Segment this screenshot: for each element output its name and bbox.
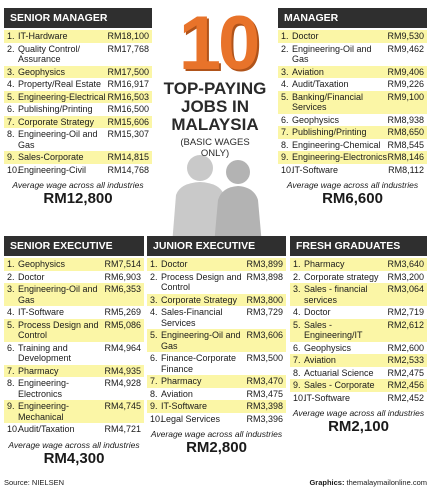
job-title: Engineering-Oil and Gas	[18, 129, 98, 150]
wage-row	[147, 258, 286, 271]
wage-value: RM6,353	[104, 284, 141, 294]
wage-row	[4, 116, 152, 129]
source-credit: Source: NIELSEN	[4, 478, 65, 487]
wage-row	[290, 354, 427, 367]
wage-value: RM8,938	[387, 114, 424, 125]
wage-row	[147, 400, 286, 413]
rank-number: 8.	[7, 129, 15, 139]
wage-value: RM9,462	[387, 43, 424, 54]
rank-number: 2.	[7, 271, 15, 282]
wage-row	[278, 30, 427, 43]
rank-number: 8.	[150, 388, 158, 399]
wage-value: RM8,112	[388, 164, 424, 175]
wage-row	[147, 306, 286, 329]
wage-value: RM15,307	[107, 129, 149, 139]
job-title: Aviation	[161, 388, 193, 399]
rank-number: 2.	[293, 271, 301, 282]
panel-title: SENIOR MANAGER	[4, 8, 152, 28]
wage-value: RM4,964	[104, 342, 141, 353]
rank-number: 9.	[293, 380, 301, 390]
wage-value: RM9,226	[387, 79, 424, 89]
wage-row	[147, 413, 286, 426]
wage-row	[4, 164, 152, 177]
wage-row	[4, 342, 144, 365]
wage-row	[278, 114, 427, 127]
rank-number: 7.	[7, 365, 15, 376]
rank-number: 6.	[7, 104, 15, 114]
rank-number: 5.	[293, 319, 301, 330]
job-title: Publishing/Printing	[18, 104, 93, 114]
rank-number: 1.	[150, 259, 158, 269]
wage-row	[4, 30, 152, 43]
job-title: Engineering-Oil and Gas	[161, 330, 241, 351]
wage-row	[278, 43, 427, 66]
rank-number: 9.	[150, 401, 158, 411]
panel-manager	[278, 8, 427, 207]
wage-row	[147, 375, 286, 388]
rank-number: 10.	[293, 392, 306, 403]
graphics-label: Graphics:	[309, 478, 345, 487]
wage-list	[278, 30, 427, 176]
rank-number: 10.	[7, 424, 20, 434]
average-wage-label: Average wage across all industries	[150, 429, 283, 439]
panel-senior-manager	[4, 8, 152, 207]
rank-number: 5.	[7, 319, 15, 330]
rank-number: 7.	[150, 376, 158, 386]
title-line-2: JOBS IN	[180, 97, 250, 116]
wage-value: RM2,475	[387, 367, 424, 378]
job-title: Engineering-Electrical	[18, 91, 106, 102]
panel-junior-executive	[147, 236, 286, 456]
job-title: Audit/Taxation	[292, 79, 349, 89]
rank-number: 6.	[281, 114, 289, 125]
wage-row	[278, 66, 427, 79]
rank-number: 3.	[7, 284, 15, 294]
rank-number: 7.	[293, 355, 301, 365]
wage-row	[4, 377, 144, 400]
rank-number: 3.	[293, 284, 301, 294]
rank-number: 10.	[281, 164, 294, 175]
wage-list	[147, 258, 286, 425]
wage-row	[278, 126, 427, 139]
wage-value: RM3,899	[246, 259, 283, 269]
job-title: Finance-Corporate Finance	[161, 353, 237, 374]
wage-list	[290, 258, 427, 404]
wage-value: RM2,600	[387, 342, 424, 353]
average-wage-label: Average wage across all industries	[8, 439, 140, 450]
job-title: Sales - financial services	[304, 284, 368, 305]
wage-row	[290, 258, 427, 271]
wage-row	[4, 423, 144, 436]
panel-title: SENIOR EXECUTIVE	[4, 236, 144, 256]
rank-number: 8.	[281, 139, 289, 150]
wage-row	[4, 78, 152, 91]
panel-title: JUNIOR EXECUTIVE	[147, 236, 286, 256]
wage-value: RM3,200	[387, 271, 424, 282]
wage-row	[290, 367, 427, 380]
job-title: IT-Hardware	[18, 31, 68, 41]
subtitle-line-1: (BASIC WAGES	[180, 137, 250, 148]
wage-value: RM3,729	[246, 307, 283, 317]
job-title: Sales - Engineering/IT	[304, 319, 363, 340]
wage-value: RM5,086	[104, 319, 141, 330]
job-title: Doctor	[161, 259, 188, 269]
job-title: Pharmacy	[18, 365, 59, 376]
job-title: Legal Services	[161, 413, 221, 424]
wage-row	[147, 388, 286, 401]
job-title: Process Design and Control	[161, 271, 242, 292]
wage-row	[278, 139, 427, 152]
rank-number: 8.	[293, 367, 301, 378]
job-title: Doctor	[304, 307, 331, 317]
wage-value: RM3,470	[246, 376, 283, 386]
wage-row	[290, 319, 427, 342]
wage-value: RM3,800	[246, 294, 283, 305]
job-title: Aviation	[304, 355, 336, 365]
job-title: Corporate Strategy	[18, 116, 95, 127]
wage-value: RM16,917	[107, 79, 149, 89]
wage-row	[147, 271, 286, 294]
wage-row	[147, 329, 286, 352]
panel-fresh-graduates	[290, 236, 427, 435]
rank-number: 2.	[7, 43, 15, 54]
job-title: IT-Software	[161, 401, 208, 411]
rank-number: 1.	[7, 259, 15, 269]
rank-number: 6.	[7, 342, 15, 353]
wage-value: RM18,100	[107, 31, 149, 41]
wage-row	[4, 319, 144, 342]
wage-row	[4, 306, 144, 319]
rank-number: 6.	[293, 342, 301, 353]
average-wage-value: RM2,100	[328, 418, 389, 435]
wage-value: RM16,500	[107, 104, 149, 114]
wage-value: RM2,719	[387, 307, 424, 317]
rank-number: 1.	[7, 31, 15, 41]
graphics-credit	[309, 475, 427, 491]
job-title: Engineering-Mechanical	[18, 401, 70, 422]
panel-senior-executive	[4, 236, 144, 467]
wage-list	[4, 258, 144, 436]
wage-list	[4, 30, 152, 176]
average-wage-label: Average wage across all industries	[292, 408, 425, 418]
wage-row	[290, 306, 427, 319]
wage-value: RM16,503	[107, 91, 149, 102]
average-wage-label: Average wage across all industries	[12, 180, 144, 190]
job-title: Engineering-Chemical	[292, 139, 381, 150]
job-title: Process Design and Control	[18, 319, 99, 340]
job-title: Engineering-Electronics	[18, 378, 70, 399]
rank-number: 5.	[281, 91, 289, 102]
rank-number: 7.	[281, 127, 289, 137]
job-title: Doctor	[292, 31, 319, 41]
average-wage-value: RM12,800	[43, 190, 113, 207]
wage-row	[278, 91, 427, 114]
rank-number: 4.	[281, 79, 289, 89]
subtitle-line-2: ONLY)	[200, 148, 230, 159]
job-title: Aviation	[292, 66, 324, 77]
wage-value: RM8,545	[387, 139, 424, 150]
wage-value: RM9,100	[387, 91, 424, 102]
wage-value: RM3,640	[387, 259, 424, 269]
wage-value: RM3,064	[387, 284, 424, 294]
wage-row	[4, 91, 152, 104]
rank-number: 2.	[281, 43, 289, 54]
rank-number: 9.	[7, 152, 15, 162]
job-title: Geophysics	[292, 114, 340, 125]
rank-number: 9.	[7, 401, 15, 411]
wage-value: RM14,815	[107, 152, 149, 162]
rank-number: 4.	[7, 79, 15, 89]
rank-number: 1.	[281, 31, 289, 41]
wage-value: RM3,500	[246, 353, 283, 363]
job-title: Geophysics	[18, 66, 66, 77]
wage-row	[4, 271, 144, 284]
rank-number: 1.	[293, 259, 301, 269]
job-title: Actuarial Science	[304, 367, 374, 378]
wage-value: RM3,398	[246, 401, 283, 411]
job-title: Geophysics	[18, 259, 66, 269]
job-title: Engineering-Electronics	[292, 152, 388, 162]
job-title: Doctor	[18, 271, 45, 282]
job-title: IT-Software	[292, 164, 339, 175]
job-title: Property/Real Estate	[18, 79, 102, 89]
wage-row	[4, 128, 152, 151]
job-title: Pharmacy	[304, 259, 345, 269]
average-wage-label: Average wage across all industries	[286, 180, 419, 190]
title-line-1: TOP-PAYING	[163, 79, 267, 98]
wage-row	[290, 379, 427, 392]
wage-row	[278, 164, 427, 177]
job-title: Engineering-Civil	[18, 164, 87, 175]
rank-number: 4.	[150, 307, 158, 317]
rank-number: 4.	[293, 307, 301, 317]
wage-value: RM4,721	[104, 424, 141, 434]
job-title: Corporate Strategy	[161, 294, 238, 305]
wage-value: RM14,768	[107, 164, 149, 175]
wage-row	[290, 392, 427, 405]
panel-title: MANAGER	[278, 8, 427, 28]
wage-value: RM4,928	[104, 378, 141, 388]
wage-value: RM2,612	[387, 319, 424, 330]
rank-number: 4.	[7, 307, 15, 317]
job-title: IT-Software	[304, 392, 351, 403]
job-title: Sales-Corporate	[18, 152, 84, 162]
wage-row	[147, 294, 286, 307]
average-wage-value: RM6,600	[322, 190, 383, 207]
job-title: Sales-Financial Services	[161, 307, 223, 328]
wage-row	[278, 78, 427, 91]
rank-number: 9.	[281, 152, 289, 162]
wage-value: RM9,530	[387, 31, 424, 41]
job-title: Engineering-Oil and Gas	[18, 284, 98, 305]
wage-row	[278, 151, 427, 164]
wage-value: RM15,606	[107, 116, 149, 127]
wage-value: RM8,650	[387, 127, 424, 137]
job-title: Sales - Corporate	[304, 380, 375, 390]
graphics-site: themalaymailonline.com	[346, 478, 427, 487]
wage-value: RM4,935	[104, 365, 141, 376]
wage-row	[4, 66, 152, 79]
wage-value: RM2,452	[387, 392, 424, 403]
job-title: Corporate strategy	[304, 271, 379, 282]
wage-row	[290, 271, 427, 284]
rank-number: 5.	[7, 91, 15, 102]
wage-row	[4, 151, 152, 164]
wage-value: RM17,768	[107, 43, 149, 54]
wage-value: RM2,533	[387, 355, 424, 365]
rank-number: 3.	[150, 294, 158, 305]
wage-row	[4, 258, 144, 271]
wage-value: RM3,475	[246, 388, 283, 399]
job-title: Geophysics	[304, 342, 352, 353]
job-title: IT-Software	[18, 307, 65, 317]
job-title: Pharmacy	[161, 376, 202, 386]
title-line-3: MALAYSIA	[171, 115, 259, 134]
wage-row	[4, 103, 152, 116]
wage-value: RM4,745	[104, 401, 141, 411]
job-title: Training and Development	[18, 342, 72, 363]
job-title: Publishing/Printing	[292, 127, 367, 137]
wage-row	[147, 352, 286, 375]
job-title: Engineering-Oil and Gas	[292, 43, 372, 64]
job-title: Banking/Financial Services	[292, 91, 364, 112]
wage-value: RM3,606	[246, 330, 283, 340]
wage-value: RM6,903	[104, 271, 141, 282]
footer	[0, 475, 431, 491]
rank-number: 7.	[7, 116, 15, 127]
wage-value: RM2,456	[387, 380, 424, 390]
wage-row	[290, 283, 427, 306]
wage-value: RM3,898	[246, 271, 283, 282]
wage-row	[290, 342, 427, 355]
panel-title: FRESH GRADUATES	[290, 236, 427, 256]
wage-value: RM7,514	[104, 259, 141, 269]
job-title: Audit/Taxation	[18, 424, 75, 434]
wage-row	[4, 365, 144, 378]
wage-value: RM5,269	[104, 307, 141, 317]
rank-number: 3.	[281, 66, 289, 77]
rank-number: 3.	[7, 66, 15, 77]
wage-value: RM8,146	[387, 152, 424, 162]
rank-number: 6.	[150, 353, 158, 363]
title-number: 10	[178, 1, 258, 86]
job-title: Quality Control/ Assurance	[18, 43, 81, 64]
wage-row	[4, 283, 144, 306]
wage-value: RM17,500	[107, 66, 149, 77]
wage-value: RM3,396	[246, 413, 283, 424]
rank-number: 5.	[150, 330, 158, 340]
wage-row	[4, 43, 152, 66]
rank-number: 10.	[7, 164, 20, 175]
rank-number: 10.	[150, 413, 163, 424]
wage-value: RM9,406	[387, 66, 424, 77]
average-wage-value: RM4,300	[43, 449, 105, 467]
infographic-title-block	[150, 0, 280, 232]
wage-row	[4, 400, 144, 423]
rank-number: 2.	[150, 271, 158, 282]
average-wage-value: RM2,800	[186, 439, 247, 456]
rank-number: 8.	[7, 378, 15, 388]
